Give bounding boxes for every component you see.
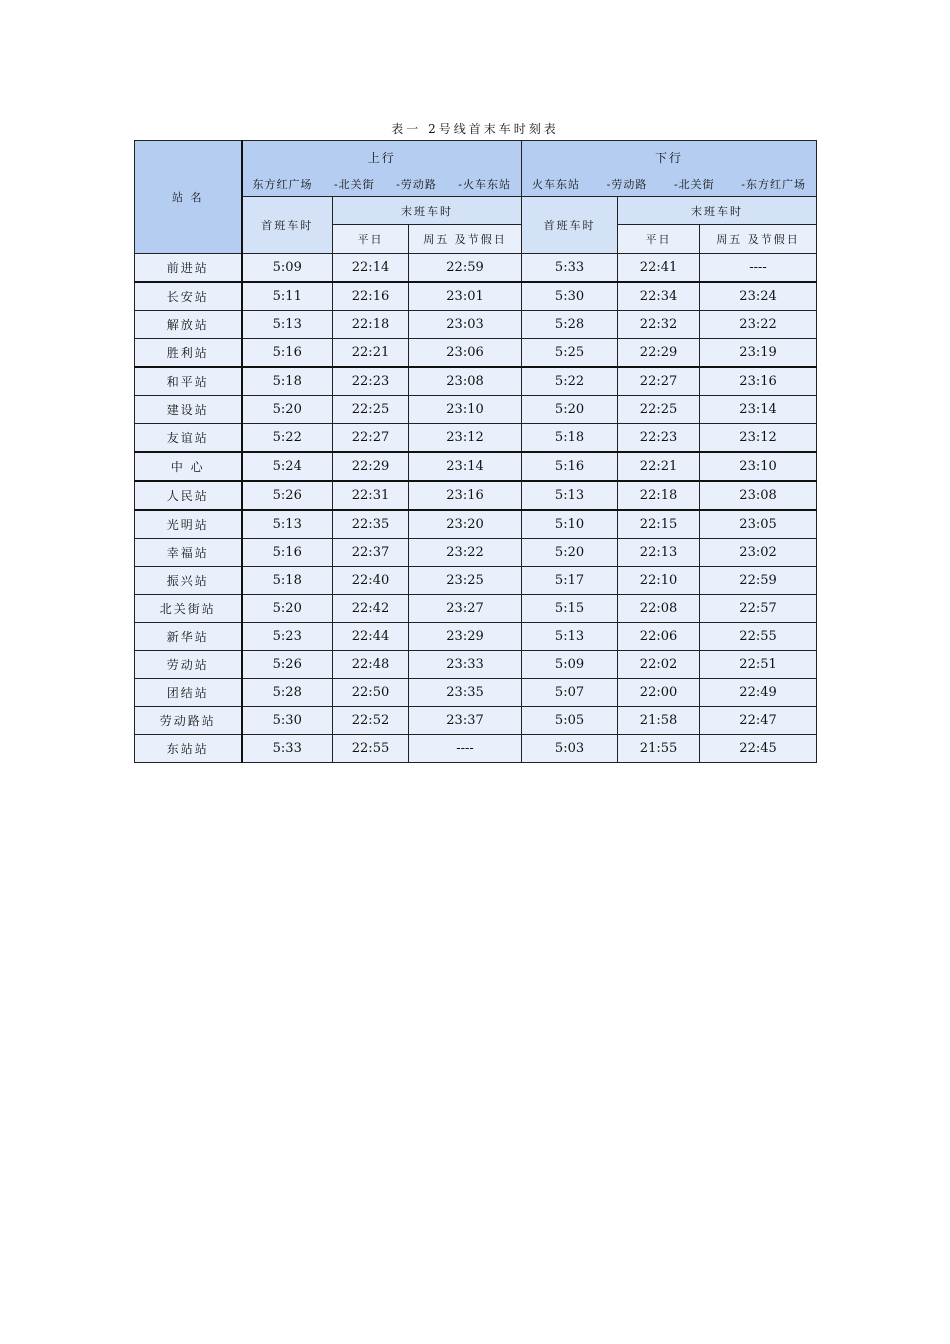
- table-row: [135, 254, 817, 283]
- up-last-train-weekday-cell: 22:27: [333, 424, 409, 453]
- up-direction-header: [242, 141, 522, 197]
- down-last-train-weekday-cell: 22:10: [618, 567, 700, 595]
- up-last-train-weekday-cell: 22:25: [333, 396, 409, 424]
- down-last-train-holiday-cell: 22:57: [700, 595, 817, 623]
- station-name-cell: 光明站: [135, 510, 242, 539]
- up-last-train-holiday-cell: 23:06: [409, 339, 522, 368]
- up-first-train-cell: 5:11: [242, 282, 333, 311]
- down-last-train-holiday-cell: 23:02: [700, 539, 817, 567]
- up-first-train-cell: 5:13: [242, 510, 333, 539]
- table-row: [135, 539, 817, 567]
- up-last-train-weekday-cell: 22:14: [333, 254, 409, 283]
- up-last-train-weekday-cell: 22:29: [333, 452, 409, 481]
- table-row: [135, 311, 817, 339]
- up-first-train-cell: 5:16: [242, 339, 333, 368]
- down-first-train-cell: 5:05: [522, 707, 618, 735]
- up-first-train-cell: 5:20: [242, 396, 333, 424]
- down-first-train-cell: 5:20: [522, 539, 618, 567]
- down-last-train-weekday-cell: 21:58: [618, 707, 700, 735]
- up-last-train-weekday-cell: 22:16: [333, 282, 409, 311]
- down-last-train-weekday-cell: 22:15: [618, 510, 700, 539]
- down-last-train-weekday-cell: 22:13: [618, 539, 700, 567]
- up-last-train-holiday-cell: 23:12: [409, 424, 522, 453]
- station-name-cell: 劳动路站: [135, 707, 242, 735]
- down-last-train-weekday-cell: 22:41: [618, 254, 700, 283]
- down-last-train-weekday-cell: 22:32: [618, 311, 700, 339]
- up-last-train-weekday-cell: 22:52: [333, 707, 409, 735]
- up-last-train-holiday-cell: 23:20: [409, 510, 522, 539]
- down-direction-name: 下行: [655, 151, 684, 165]
- down-direction-header: [522, 141, 817, 197]
- station-name-cell: 解放站: [135, 311, 242, 339]
- station-name-cell: 中 心: [135, 452, 242, 481]
- table-row: [135, 567, 817, 595]
- station-name-cell: 北关街站: [135, 595, 242, 623]
- down-last-train-weekday-cell: 22:06: [618, 623, 700, 651]
- up-first-train-cell: 5:24: [242, 452, 333, 481]
- down-last-train-weekday-cell: 22:27: [618, 367, 700, 396]
- down-first-train-cell: 5:22: [522, 367, 618, 396]
- down-last-train-weekday-cell: 22:25: [618, 396, 700, 424]
- up-last-train-holiday-cell: 23:37: [409, 707, 522, 735]
- down-first-train-header: 首班车时: [522, 197, 618, 254]
- up-last-train-weekday-cell: 22:44: [333, 623, 409, 651]
- down-first-train-cell: 5:16: [522, 452, 618, 481]
- down-last-train-weekday-cell: 22:08: [618, 595, 700, 623]
- up-first-train-cell: 5:20: [242, 595, 333, 623]
- down-first-train-cell: 5:33: [522, 254, 618, 283]
- table-row: [135, 424, 817, 453]
- up-last-train-holiday-cell: 23:03: [409, 311, 522, 339]
- station-name-cell: 东站站: [135, 735, 242, 763]
- station-name-cell: 建设站: [135, 396, 242, 424]
- table-row: [135, 452, 817, 481]
- up-route: 东方红广场 -北关街 -劳动路 -火车东站: [252, 178, 512, 191]
- table-row: [135, 651, 817, 679]
- up-last-train-weekday-cell: 22:48: [333, 651, 409, 679]
- down-last-train-weekday-cell: 22:21: [618, 452, 700, 481]
- up-last-train-holiday-cell: 22:59: [409, 254, 522, 283]
- table-row: [135, 595, 817, 623]
- up-last-train-weekday-cell: 22:18: [333, 311, 409, 339]
- down-last-train-holiday-cell: 22:55: [700, 623, 817, 651]
- table-caption: 表一 2号线首末车时刻表: [391, 122, 559, 136]
- down-last-train-holiday-cell: 22:51: [700, 651, 817, 679]
- table-row: [135, 396, 817, 424]
- up-first-train-cell: 5:13: [242, 311, 333, 339]
- down-first-train-cell: 5:09: [522, 651, 618, 679]
- up-direction-name: 上行: [367, 151, 396, 165]
- table-row: [135, 339, 817, 368]
- down-first-train-cell: 5:30: [522, 282, 618, 311]
- station-name-cell: 长安站: [135, 282, 242, 311]
- up-last-train-holiday-cell: 23:14: [409, 452, 522, 481]
- up-first-train-cell: 5:18: [242, 567, 333, 595]
- down-last-train-weekday-cell: 22:23: [618, 424, 700, 453]
- up-last-train-weekday-cell: 22:23: [333, 367, 409, 396]
- up-first-train-cell: 5:18: [242, 367, 333, 396]
- timetable: [134, 140, 817, 763]
- up-last-train-holiday-cell: 23:22: [409, 539, 522, 567]
- up-first-train-cell: 5:26: [242, 651, 333, 679]
- down-first-train-cell: 5:25: [522, 339, 618, 368]
- up-last-train-holiday-cell: 23:33: [409, 651, 522, 679]
- down-first-train-cell: 5:03: [522, 735, 618, 763]
- down-first-train-cell: 5:07: [522, 679, 618, 707]
- down-last-train-holiday-cell: 22:59: [700, 567, 817, 595]
- up-last-train-weekday-cell: 22:40: [333, 567, 409, 595]
- down-last-train-weekday-cell: 22:02: [618, 651, 700, 679]
- down-last-train-holiday-cell: ----: [700, 254, 817, 283]
- table-row: [135, 623, 817, 651]
- up-last-train-holiday-cell: 23:27: [409, 595, 522, 623]
- up-last-train-holiday-cell: ----: [409, 735, 522, 763]
- station-name-cell: 新华站: [135, 623, 242, 651]
- station-name-cell: 振兴站: [135, 567, 242, 595]
- table-row: [135, 735, 817, 763]
- up-first-train-cell: 5:23: [242, 623, 333, 651]
- table-row: [135, 481, 817, 510]
- up-last-train-header: 末班车时: [333, 197, 522, 225]
- up-last-train-weekday-cell: 22:37: [333, 539, 409, 567]
- down-last-train-holiday-cell: 23:05: [700, 510, 817, 539]
- up-last-train-holiday-cell: 23:10: [409, 396, 522, 424]
- down-route: 火车东站 -劳动路 -北关街 -东方红广场: [532, 178, 807, 191]
- down-first-train-cell: 5:18: [522, 424, 618, 453]
- up-last-train-weekday-cell: 22:50: [333, 679, 409, 707]
- down-first-train-cell: 5:15: [522, 595, 618, 623]
- down-last-train-weekday-cell: 21:55: [618, 735, 700, 763]
- up-first-train-cell: 5:22: [242, 424, 333, 453]
- down-first-train-cell: 5:13: [522, 623, 618, 651]
- station-name-cell: 劳动站: [135, 651, 242, 679]
- down-last-train-holiday-cell: 22:49: [700, 679, 817, 707]
- down-holiday-header: 周五 及节假日: [700, 225, 817, 254]
- up-holiday-header: 周五 及节假日: [409, 225, 522, 254]
- up-first-train-cell: 5:16: [242, 539, 333, 567]
- up-weekday-header: 平日: [333, 225, 409, 254]
- up-last-train-holiday-cell: 23:16: [409, 481, 522, 510]
- station-name-cell: 友谊站: [135, 424, 242, 453]
- down-first-train-cell: 5:10: [522, 510, 618, 539]
- table-row: [135, 367, 817, 396]
- down-weekday-header: 平日: [618, 225, 700, 254]
- table-row: [135, 679, 817, 707]
- up-first-train-cell: 5:30: [242, 707, 333, 735]
- up-last-train-weekday-cell: 22:55: [333, 735, 409, 763]
- up-last-train-holiday-cell: 23:25: [409, 567, 522, 595]
- station-name-cell: 人民站: [135, 481, 242, 510]
- down-last-train-weekday-cell: 22:18: [618, 481, 700, 510]
- down-last-train-holiday-cell: 23:14: [700, 396, 817, 424]
- up-last-train-weekday-cell: 22:21: [333, 339, 409, 368]
- down-last-train-holiday-cell: 23:22: [700, 311, 817, 339]
- station-name-cell: 胜利站: [135, 339, 242, 368]
- up-first-train-cell: 5:33: [242, 735, 333, 763]
- down-last-train-holiday-cell: 23:12: [700, 424, 817, 453]
- down-last-train-holiday-cell: 23:08: [700, 481, 817, 510]
- down-first-train-cell: 5:28: [522, 311, 618, 339]
- up-last-train-weekday-cell: 22:42: [333, 595, 409, 623]
- table-row: [135, 510, 817, 539]
- down-last-train-holiday-cell: 23:16: [700, 367, 817, 396]
- station-name-cell: 幸福站: [135, 539, 242, 567]
- up-last-train-weekday-cell: 22:35: [333, 510, 409, 539]
- down-last-train-weekday-cell: 22:00: [618, 679, 700, 707]
- down-last-train-weekday-cell: 22:34: [618, 282, 700, 311]
- station-column-header: 站 名: [135, 141, 242, 254]
- up-last-train-weekday-cell: 22:31: [333, 481, 409, 510]
- up-first-train-cell: 5:09: [242, 254, 333, 283]
- station-name-cell: 和平站: [135, 367, 242, 396]
- down-last-train-weekday-cell: 22:29: [618, 339, 700, 368]
- station-name-cell: 前进站: [135, 254, 242, 283]
- table-row: [135, 282, 817, 311]
- up-first-train-cell: 5:26: [242, 481, 333, 510]
- down-last-train-holiday-cell: 22:45: [700, 735, 817, 763]
- up-first-train-header: 首班车时: [242, 197, 333, 254]
- down-last-train-holiday-cell: 22:47: [700, 707, 817, 735]
- up-first-train-cell: 5:28: [242, 679, 333, 707]
- down-first-train-cell: 5:20: [522, 396, 618, 424]
- station-name-cell: 团结站: [135, 679, 242, 707]
- down-last-train-holiday-cell: 23:10: [700, 452, 817, 481]
- down-last-train-holiday-cell: 23:19: [700, 339, 817, 368]
- up-last-train-holiday-cell: 23:35: [409, 679, 522, 707]
- down-last-train-header: 末班车时: [618, 197, 817, 225]
- up-last-train-holiday-cell: 23:01: [409, 282, 522, 311]
- up-last-train-holiday-cell: 23:08: [409, 367, 522, 396]
- table-row: [135, 707, 817, 735]
- up-last-train-holiday-cell: 23:29: [409, 623, 522, 651]
- down-first-train-cell: 5:17: [522, 567, 618, 595]
- down-first-train-cell: 5:13: [522, 481, 618, 510]
- down-last-train-holiday-cell: 23:24: [700, 282, 817, 311]
